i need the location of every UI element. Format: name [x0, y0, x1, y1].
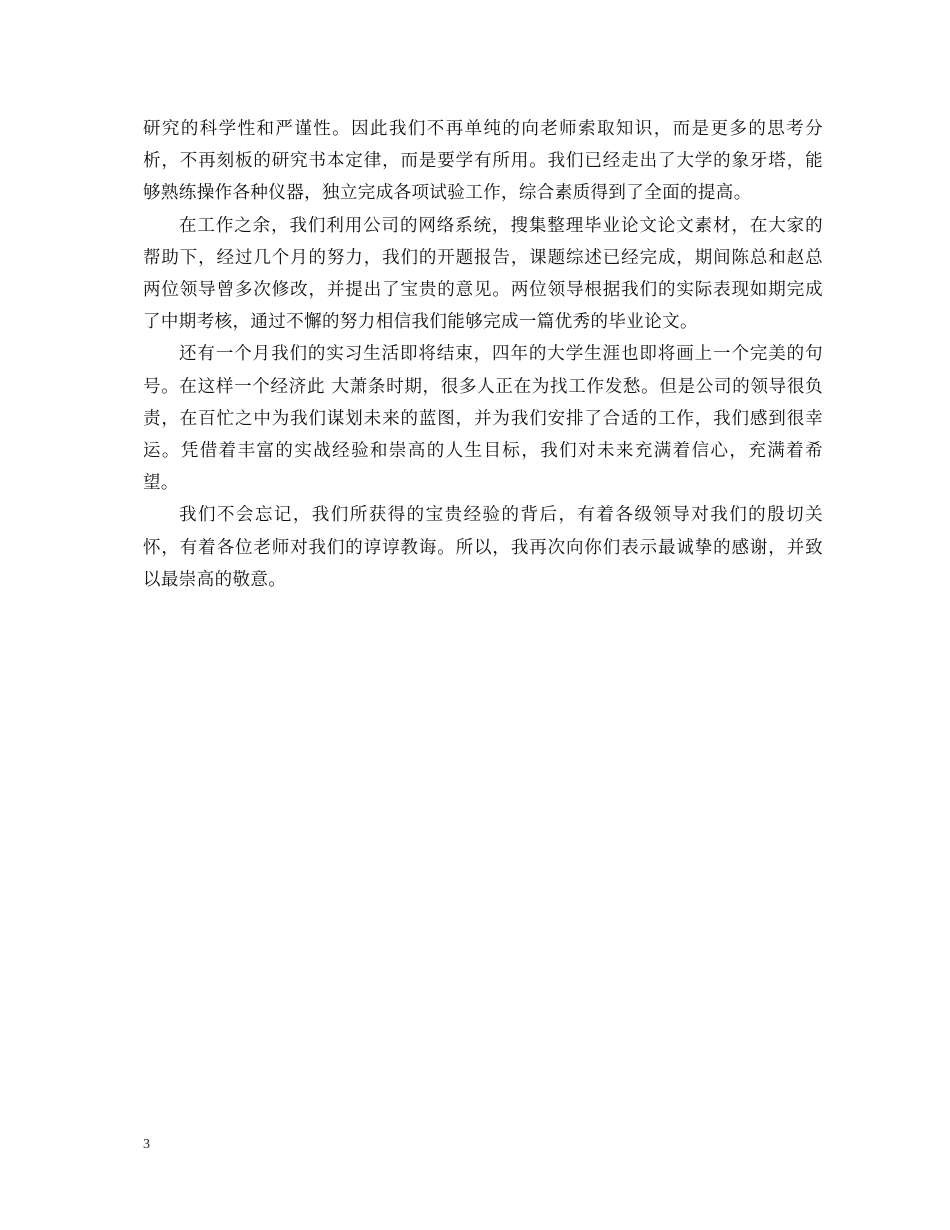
paragraph-3: 还有一个月我们的实习生活即将结束，四年的大学生涯也即将画上一个完美的句号。在这样一个经济此 大萧条时期，很多人正在为找工作发愁。但是公司的领导很负责，在百忙之中为我们谋划未来的蓝图，并为我们安排了合适的工作，我们感到很幸运。凭借着丰富的实战经验和崇高的人生目标，我们对未来充满着信心，充满着希望。 — [143, 344, 823, 494]
paragraph-2: 在工作之余，我们利用公司的网络系统，搜集整理毕业论文论文素材，在大家的帮助下，经过几个月的努力，我们的开题报告，课题综述已经完成，期间陈总和赵总两位领导曾多次修改，并提出了宝贵的意见。两位领导根据我们的实际表现如期完成了中期考核，通过不懈的努力相信我们能够完成一篇优秀的毕业论文。 — [143, 215, 823, 333]
page-number: 3 — [143, 1137, 150, 1152]
paragraph-4: 我们不会忘记，我们所获得的宝贵经验的背后，有着各级领导对我们的殷切关怀，有着各位老师对我们的谆谆教诲。所以，我再次向你们表示最诚挚的感谢，并致以最崇高的敬意。 — [143, 505, 823, 590]
document-body — [143, 113, 823, 596]
paragraph-1: 研究的科学性和严谨性。因此我们不再单纯的向老师索取知识，而是更多的思考分析，不再刻板的研究书本定律，而是要学有所用。我们已经走出了大学的象牙塔，能够熟练操作各种仪器，独立完成各项试验工作，综合素质得到了全面的提高。 — [143, 119, 823, 204]
